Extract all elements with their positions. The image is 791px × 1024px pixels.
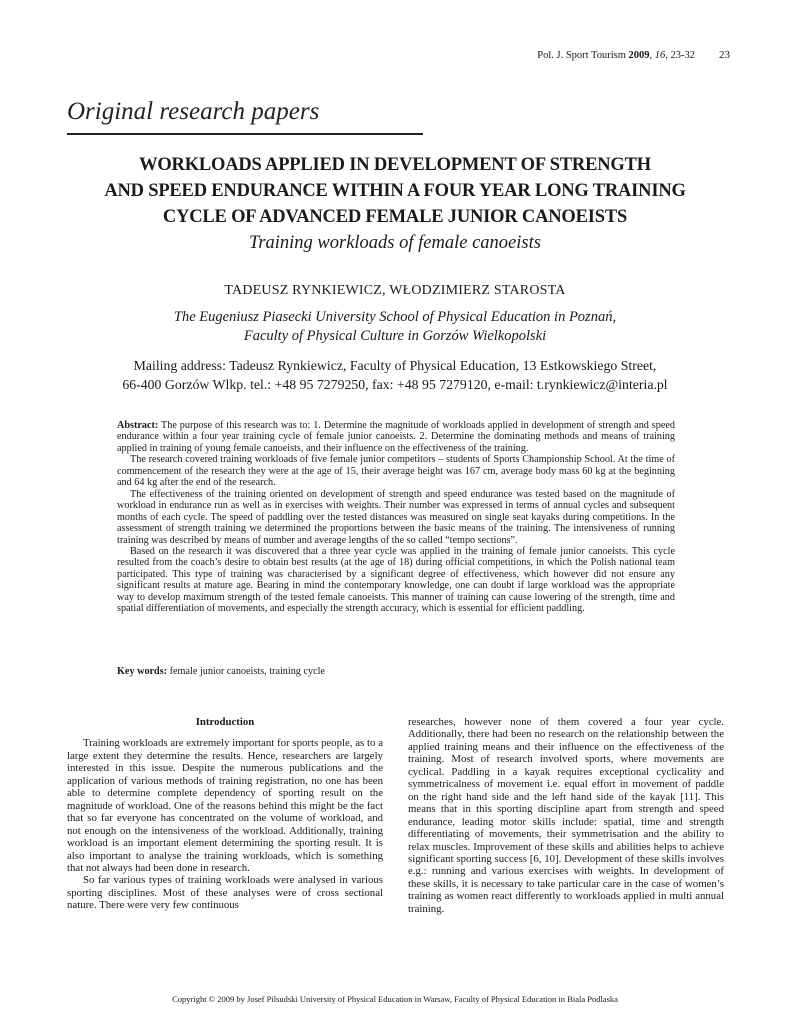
mailing-line: 66-400 Gorzów Wlkp. tel.: +48 95 7279250, fax: +48 95 7279120, e-mail: t.rynkiewicz@interia.pl <box>122 377 668 392</box>
abstract-paragraph: The research covered training workloads of five female junior competitors – students of Sports Championship School. At the time of commencement of the research they were at the age of 15, their average height was 167 cm, average body mass 60 kg at the beginning and 64 kg after the end of the research. <box>117 454 675 489</box>
keywords <box>117 666 675 677</box>
title-line: WORKLOADS APPLIED IN DEVELOPMENT OF STRENGTH <box>139 155 651 175</box>
journal-name: Pol. J. Sport Tourism <box>537 50 629 61</box>
abstract-paragraph: The effectiveness of the training oriented on development of strength and speed endurance was tested based on the magnitude of workload in endurance run as well as in exercises with weights. Their number was expressed in terms of annual cycles and subsequent months of each cycle. The speed of paddling over the tested distances was measured on single seat kayaks during competitions. In the assessment of strength training we determined the proportions between the basic means of the training. The intensiveness of running training was described by means of number and average lengths of the so called “tempo sections”. <box>117 488 675 546</box>
page-number: 23 <box>719 49 730 61</box>
abstract-paragraph: Based on the research it was discovered that a three year cycle was applied in the training of female junior canoeists. This cycle resulted from the coach’s desire to obtain best results (at the age of 18) during official competitions, in which the Polish national team participated. This type of training was characterised by a significant degree of effectiveness, which however did not ensure any significant results at mature age. Bearing in mind the contemporary knowledge, one can doubt if large workload was the appropriate way to develop maximum strength of the tested female canoeists. This manner of training can cause lowering of the strength, time and spatial differentiation of movements, and especially the strength accuracy, which is essential for efficient paddling. <box>117 545 675 615</box>
body-column-right <box>408 716 724 915</box>
paper-title <box>50 152 740 230</box>
affiliation-line: Faculty of Physical Culture in Gorzów Wielkopolski <box>243 328 547 344</box>
authors: TADEUSZ RYNKIEWICZ, WŁODZIMIERZ STAROSTA <box>224 283 566 298</box>
keywords-label: Key words: <box>117 666 168 677</box>
abstract-label: Abstract: <box>117 420 159 431</box>
mailing-address <box>50 356 740 394</box>
journal-pages: , 23-32 <box>665 50 695 61</box>
journal-volume: 16 <box>654 50 666 61</box>
body-paragraph: researches, however none of them covered a four year cycle. Additionally, there had been no research on the relationship between the applied training means and their influence on the effectiveness of the training. Most of research involved sports, where movements are cyclical. Paddling in a kayak requires exceptional cyclicality and symmetricalness of movement i.e. equal effort in movement of paddle on the right hand side and the left hand side of the kayak [11]. This means that in this sporting discipline apart from strength and speed endurance, leading motor skills include: spatial, time and strength differentiating of movements, their symmetrisation and the ability to relax muscles. Improvement of these skills and abilities helps to achieve significant sporting success [6, 10]. Development of these skills involves e.g.: running and various exercises with weights. In development of these skills, it is necessary to take particular care in the case of women’s training as women react differently to workloads applied in multi annual training. <box>408 716 724 915</box>
affiliation-line: The Eugeniusz Piasecki University School of Physical Education in Poznań, <box>173 309 617 325</box>
title-line: CYCLE OF ADVANCED FEMALE JUNIOR CANOEISTS <box>162 207 628 227</box>
copyright-footer: Copyright © 2009 by Josef Pilsudski University of Physical Education in Warsaw, Faculty of Physical Education in Biala Podlaska <box>172 994 618 1004</box>
title-line: AND SPEED ENDURANCE WITHIN A FOUR YEAR LONG TRAINING <box>104 181 686 201</box>
body-paragraph: Training workloads are extremely important for sports people, as to a large extent they determine the results. Hence, researchers are largely interested in this issue. Despite the numerous publications and the application of various methods of training registration, no one has been able to determine complete dependency of sporting result on the magnitude of workload. One of the reasons behind this might be the fact that so far everyone has concentrated on the volume of workload, and not enough on the intensiveness of the workload. Additionally, training workload is an important element determining the sporting result. It is also important to analyse the training workloads, which is something that not always had been done in research. <box>67 737 383 874</box>
abstract-paragraph: Abstract: The purpose of this research was to: 1. Determine the magnitude of workloads applied in development of strength and speed endurance within a four year training cycle of female junior canoeists. 2. Determine the dominating methods and means of training applied in training of young female canoeists, and their influence on the effectiveness of the training. <box>117 420 675 454</box>
mailing-line: Mailing address: Tadeusz Rynkiewicz, Faculty of Physical Education, 13 Estkowskiego Street, <box>133 358 657 373</box>
introduction-heading: Introduction <box>195 716 255 728</box>
running-header: Pol. J. Sport Tourism 2009, 16, 23-32 <box>537 50 695 61</box>
paper-subtitle: Training workloads of female canoeists <box>249 233 541 253</box>
body-column-left <box>67 716 383 912</box>
affiliation <box>50 308 740 346</box>
body-paragraph: So far various types of training workloads were analysed in various sporting disciplines. Most of these analyses were of cross sectional nature. There were very few continuous <box>67 874 383 912</box>
journal-year: 2009 <box>628 50 650 61</box>
section-heading: Original research papers <box>67 98 320 125</box>
section-rule <box>67 133 423 135</box>
keywords-text: female junior canoeists, training cycle <box>167 666 325 677</box>
abstract <box>117 420 675 615</box>
